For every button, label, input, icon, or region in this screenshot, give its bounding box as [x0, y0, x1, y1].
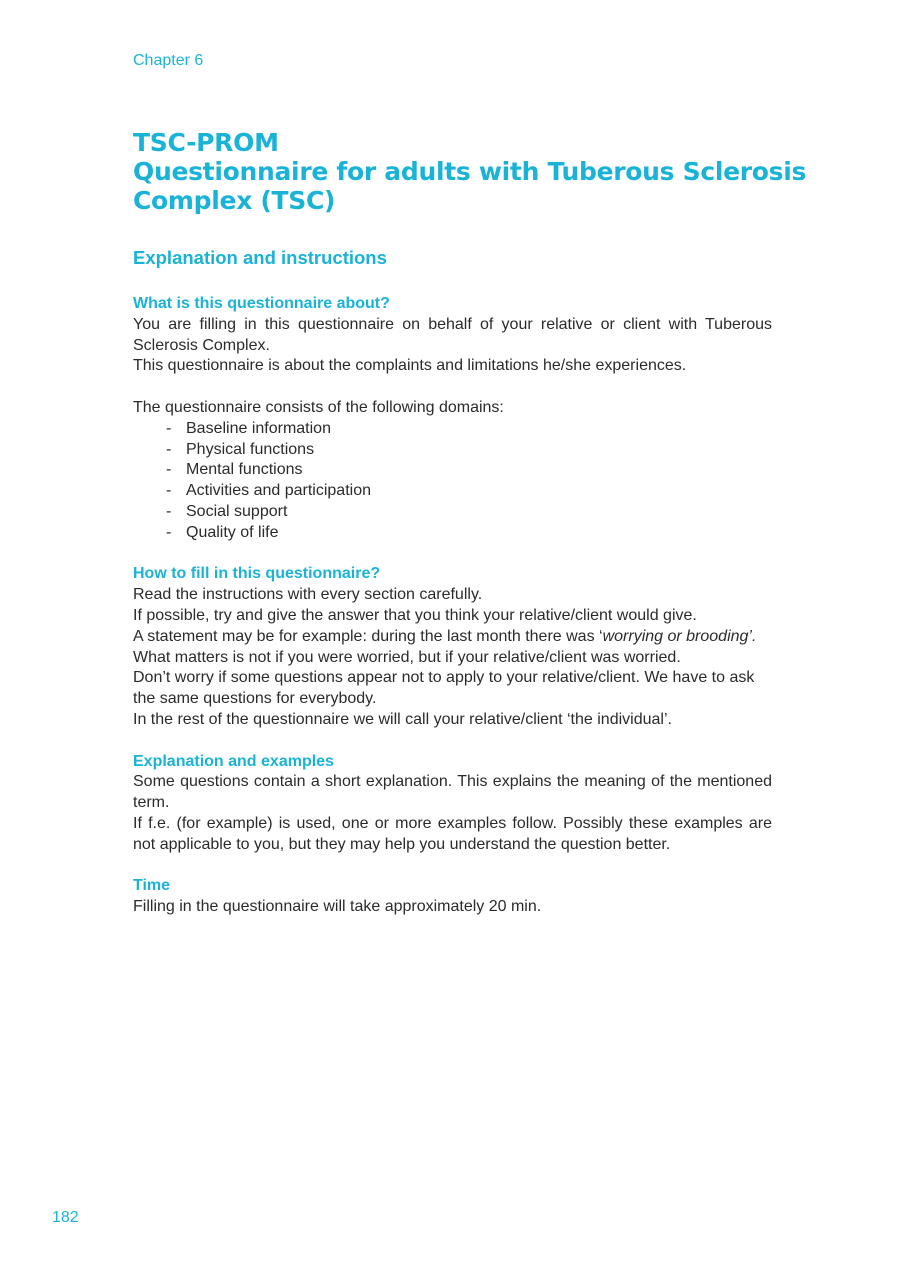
how-to-line-1: Read the instructions with every section carefully.: [133, 586, 483, 604]
section-heading: Explanation and instructions: [133, 247, 387, 268]
page-title: [133, 128, 813, 215]
list-item: - Social support: [166, 502, 772, 523]
about-heading: What is this questionnaire about?: [133, 295, 390, 312]
about-paragraph-1: You are filling in this questionnaire on behalf of your relative or client with Tuberous Sclerosis Complex.: [133, 315, 772, 354]
title-line-1: TSC-PROM: [133, 128, 279, 157]
domains-intro: The questionnaire consists of the following domains:: [133, 398, 504, 416]
examples-paragraph-1: Some questions contain a short explanation. This explains the meaning of the mentioned term.: [133, 773, 772, 812]
title-line-2: Questionnaire for adults with Tuberous Sclerosis: [133, 157, 807, 186]
chapter-label: Chapter 6: [133, 52, 204, 69]
list-item: - Quality of life: [166, 523, 772, 544]
how-to-line-4: What matters is not if you were worried, but if your relative/client was worried.: [133, 648, 681, 666]
how-to-line-3: [133, 627, 772, 648]
list-item: - Activities and participation: [166, 481, 772, 502]
how-to-line-6: In the rest of the questionnaire we will call your relative/client ‘the individual’.: [133, 710, 672, 728]
how-to-line-2: If possible, try and give the answer that you think your relative/client would give.: [133, 606, 697, 624]
title-line-3: Complex (TSC): [133, 186, 336, 215]
how-to-heading: How to fill in this questionnaire?: [133, 565, 381, 583]
examples-paragraph-2: If f.e. (for example) is used, one or more examples follow. Possibly these examples are not applicable to you, but they may help you understand the question better.: [133, 814, 772, 853]
list-item: - Physical functions: [166, 440, 772, 461]
examples-heading: Explanation and examples: [133, 752, 334, 770]
page-number: 182: [52, 1209, 79, 1226]
time-paragraph: Filling in the questionnaire will take approximately 20 min.: [133, 898, 542, 916]
how-to-line-3-text: A statement may be for example: during the last month there was ‘: [133, 627, 603, 645]
document-body: [133, 245, 772, 918]
how-to-line-5: Don’t worry if some questions appear not to apply to your relative/client. We have to ask the same questions for everybody.: [133, 669, 755, 708]
time-heading: Time: [133, 877, 171, 895]
list-item: - Mental functions: [166, 460, 772, 481]
about-paragraph-2: This questionnaire is about the complaints and limitations he/she experiences.: [133, 357, 687, 375]
how-to-line-3-italic: worrying or brooding’.: [602, 627, 757, 645]
domains-list: [133, 419, 772, 544]
list-item: - Baseline information: [166, 419, 772, 440]
